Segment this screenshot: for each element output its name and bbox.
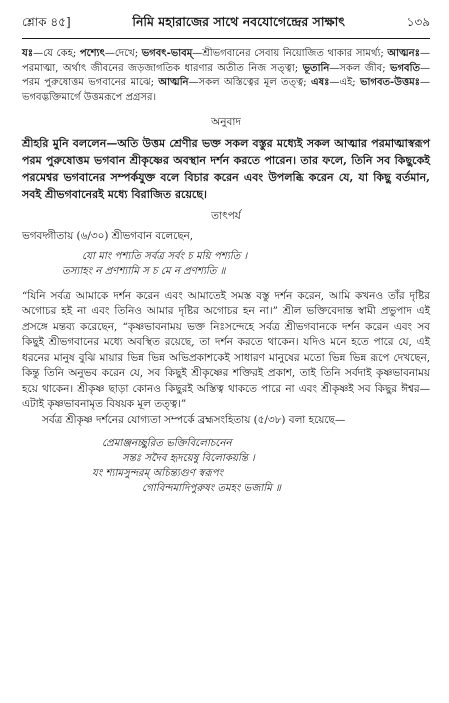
synonym-meaning: —ভগবদ্ভক্তিমার্গে উত্তমরূপে প্রগ্রসর। (22, 77, 430, 103)
synonyms-paragraph (22, 47, 430, 105)
synonym-term: ভগবতি (390, 62, 420, 74)
verse-line: গোবিন্দমাদিপুরুষং তমহং ভজামি ॥ (142, 483, 281, 494)
synonym-meaning: —যে কেহ; (33, 48, 80, 59)
synonym-meaning: —পরমাত্মা, অর্থাৎ জীবনের জড়জাগতিক ধারণার অতীত নিজ সত্ত্বা; (22, 48, 430, 74)
synonym-meaning: —এই; (329, 77, 361, 88)
verse-line: যং শ্যামসুন্দরম্ অচিন্ত্যগুণ স্বরূপং (92, 468, 224, 479)
synonym-meaning: —পরম পুরুষোত্তম ভগবানের মাঝে; (22, 62, 430, 88)
gita-verse-line: তস্যাহং ন প্রণশ্যামি স চ মে ন প্রণশ্যতি ॥ (62, 265, 226, 277)
page-header (22, 14, 430, 36)
header-divider (22, 38, 430, 39)
synonym-term: ভূতানি (302, 62, 330, 74)
synonym-term: আত্মনঃ (387, 48, 420, 59)
page-number: ১৩৯ (406, 15, 430, 29)
synonym-meaning: —সকল জীব; (329, 62, 391, 74)
synonym-term: ভাগবত-উত্তমঃ (360, 77, 420, 88)
verse-line: প্রেমাঞ্জনচ্ছুরিত ভক্তিবিলোচনেন (102, 438, 232, 449)
purport-paragraph-intro: সর্বত্র শ্রীকৃষ্ণ দর্শনের যোগ্যতা সম্পর্কে ব্রহ্মসংহিতায় (৫/৩৮) বলা হয়েছে— (42, 413, 346, 426)
gita-verse-line: যো মাং পশ্যতি সর্বত্র সর্বং চ ময়ি পশ্যতি । (82, 250, 248, 262)
purport-heading: তাৎপর্য (211, 210, 241, 222)
synonym-term: আত্মনি (158, 77, 189, 88)
translation-text: শ্রীহরি মুনি বললেন—অতি উত্তম শ্রেণীর ভক্ত সকল বস্তুর মধ্যেই সকল আত্মার পরমাত্মাস্বরূপ পরম পুরুষোত্তম ভগবান শ্রীকৃষ্ণের অবস্থান দর্শন করতে পারেন। তার ফলে, তিনি সব কিছুকেই পরমেশ্বর ভগবানের সম্পর্কযুক্ত বলে বিচার করেন এবং উপলব্ধি করেন যে, যা কিছু বর্তমান, সবই শ্রীভগবানেরই মধ্যে বিরাজিত রয়েছে। (22, 137, 430, 201)
synonym-term: পশ্যেৎ (79, 48, 105, 59)
gita-verse-quote (22, 249, 430, 279)
synonym-term: যঃ (22, 48, 34, 59)
verse-line: সন্তঃ সদৈব হৃদয়েষু বিলোকয়ন্তি । (122, 453, 255, 464)
purport-intro: ভগবদ্গীতায় (৬/৩০) শ্রীভগবান বলেছেন, (22, 230, 194, 242)
synonym-term: ভগবৎ-ভাবম্ (141, 48, 193, 59)
book-page (22, 14, 430, 496)
translation-heading: অনুবাদ (211, 116, 241, 128)
synonym-meaning: —দেখে; (104, 48, 142, 59)
synonym-term: এষঃ (311, 77, 330, 88)
verse-reference: শ্লোক ৪৫] (22, 15, 71, 29)
purport-paragraph: “যিনি সর্বত্র আমাকে দর্শন করেন এবং আমাতেই সমস্ত বস্তু দর্শন করেন, আমি কখনও তাঁর দৃষ্টির অগোচর হই না এবং তিনিও আমার দৃষ্টির অগোচর হন না।” শ্রীল ভক্তিবেদান্ত স্বামী প্রভুপাদ এই প্রসঙ্গে মন্তব্য করেছেন, “কৃষ্ণভাবনাময় ভক্ত নিঃসন্দেহে সর্বত্র শ্রীভগবানকে দর্শন করেন এবং সব কিছুই শ্রীভগবানের মধ্যে অবস্থিত রয়েছে, তা দর্শন করতে থাকেন। যদিও মনে হতে পারে যে, এই ধরনের মানুষ বুঝি মায়ার ভিন্ন ভিন্ন অভিপ্রকাশকেই সাধারণ মানুষের মতো ভিন্ন ভিন্ন রূপে দেখছেন, কিন্তু তিনি অনুভব করেন যে, সব কিছুই শ্রীকৃষ্ণের শক্তিরই প্রকাশ, তাই তিনি সর্বদাই কৃষ্ণভাবনাময় হয়ে থাকেন। শ্রীকৃষ্ণ ছাড়া কোনও কিছুরই অস্তিত্ব থাকতে পারে না এবং শ্রীকৃষ্ণই সব কিছুর ঈশ্বর—এটাই কৃষ্ণভাবনামৃত বিষয়ক মূল তত্ত্ব।” (22, 289, 430, 410)
brahma-samhita-verse (22, 436, 430, 496)
synonym-meaning: —সকল অস্তিত্বের মূল তত্ত্ব; (188, 77, 312, 88)
synonym-meaning: —শ্রীভগবানের সেবায় নিয়োজিত থাকার সামর্থ্য; (192, 48, 388, 59)
chapter-title: নিমি মহারাজের সাথে নবযোগেন্দ্রের সাক্ষাৎ (132, 14, 345, 29)
